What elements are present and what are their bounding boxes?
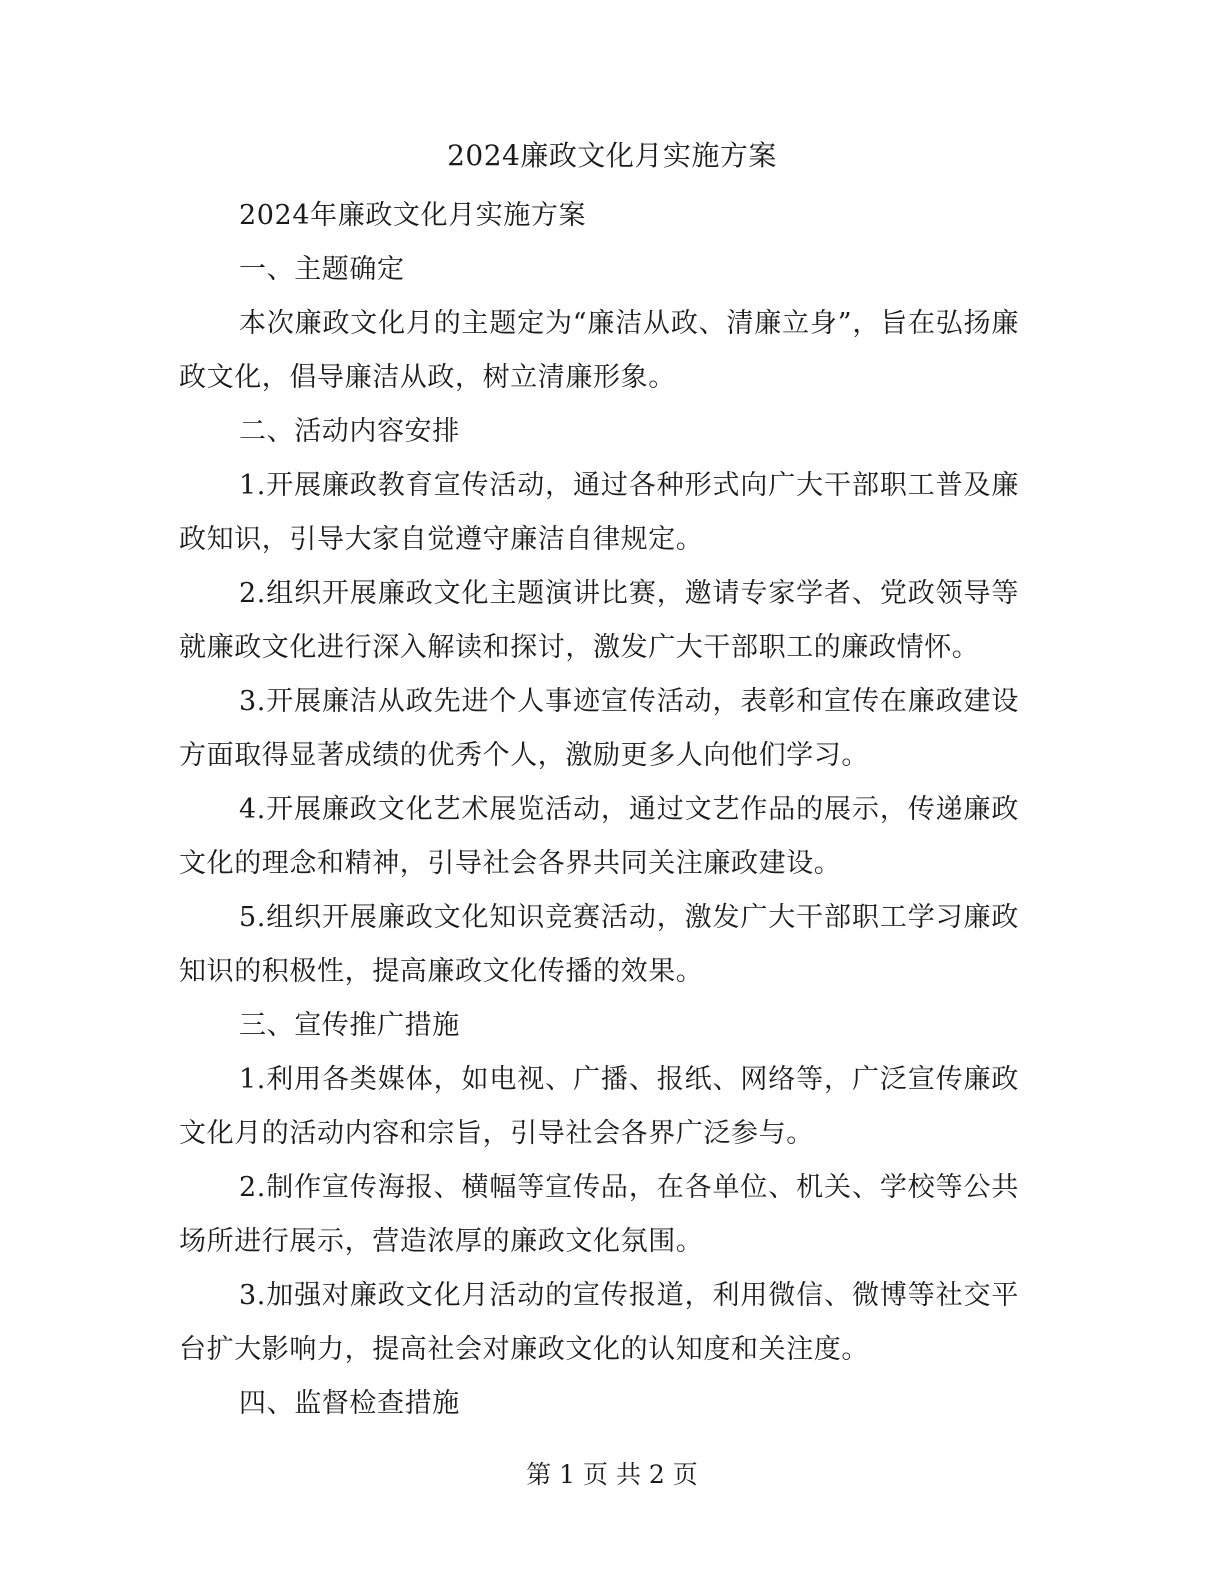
section-heading-supervision: 四、监督检查措施 [239, 1388, 460, 1419]
paragraph-activity-2: 2.组织开展廉政文化主题演讲比赛，邀请专家学者、党政领导等就廉政文化进行深入解读和探讨，激发广大干部职工的廉政情怀。 [179, 578, 1019, 663]
page-footer [0, 1455, 1224, 1495]
page-number-label: 第 1 页 共 2 页 [526, 1460, 698, 1489]
paragraph-subtitle: 2024年廉政文化月实施方案 [239, 200, 587, 231]
paragraph-theme: 本次廉政文化月的主题定为“廉洁从政、清廉立身”，旨在弘扬廉政文化，倡导廉洁从政，树立清廉形象。 [179, 308, 1019, 393]
paragraph-activity-1: 1.开展廉政教育宣传活动，通过各种形式向广大干部职工普及廉政知识，引导大家自觉遵守廉洁自律规定。 [179, 470, 1019, 555]
document-title: 2024廉政文化月实施方案 [447, 139, 777, 172]
paragraph-activity-5: 5.组织开展廉政文化知识竞赛活动，激发广大干部职工学习廉政知识的积极性，提高廉政文化传播的效果。 [179, 902, 1019, 987]
document-body [179, 189, 1019, 1431]
paragraph-activity-3: 3.开展廉洁从政先进个人事迹宣传活动，表彰和宣传在廉政建设方面取得显著成绩的优秀个人，激励更多人向他们学习。 [179, 686, 1019, 771]
section-heading-promotion: 三、宣传推广措施 [239, 1010, 460, 1041]
paragraph-promotion-3: 3.加强对廉政文化月活动的宣传报道，利用微信、微博等社交平台扩大影响力，提高社会对廉政文化的认知度和关注度。 [179, 1280, 1019, 1365]
paragraph-promotion-1: 1.利用各类媒体，如电视、广播、报纸、网络等，广泛宣传廉政文化月的活动内容和宗旨，引导社会各界广泛参与。 [179, 1064, 1019, 1149]
paragraph-promotion-2: 2.制作宣传海报、横幅等宣传品，在各单位、机关、学校等公共场所进行展示，营造浓厚的廉政文化氛围。 [179, 1172, 1019, 1257]
section-heading-theme: 一、主题确定 [239, 254, 405, 285]
paragraph-activity-4: 4.开展廉政文化艺术展览活动，通过文艺作品的展示，传递廉政文化的理念和精神，引导社会各界共同关注廉政建设。 [179, 794, 1019, 879]
section-heading-activities: 二、活动内容安排 [239, 416, 460, 447]
